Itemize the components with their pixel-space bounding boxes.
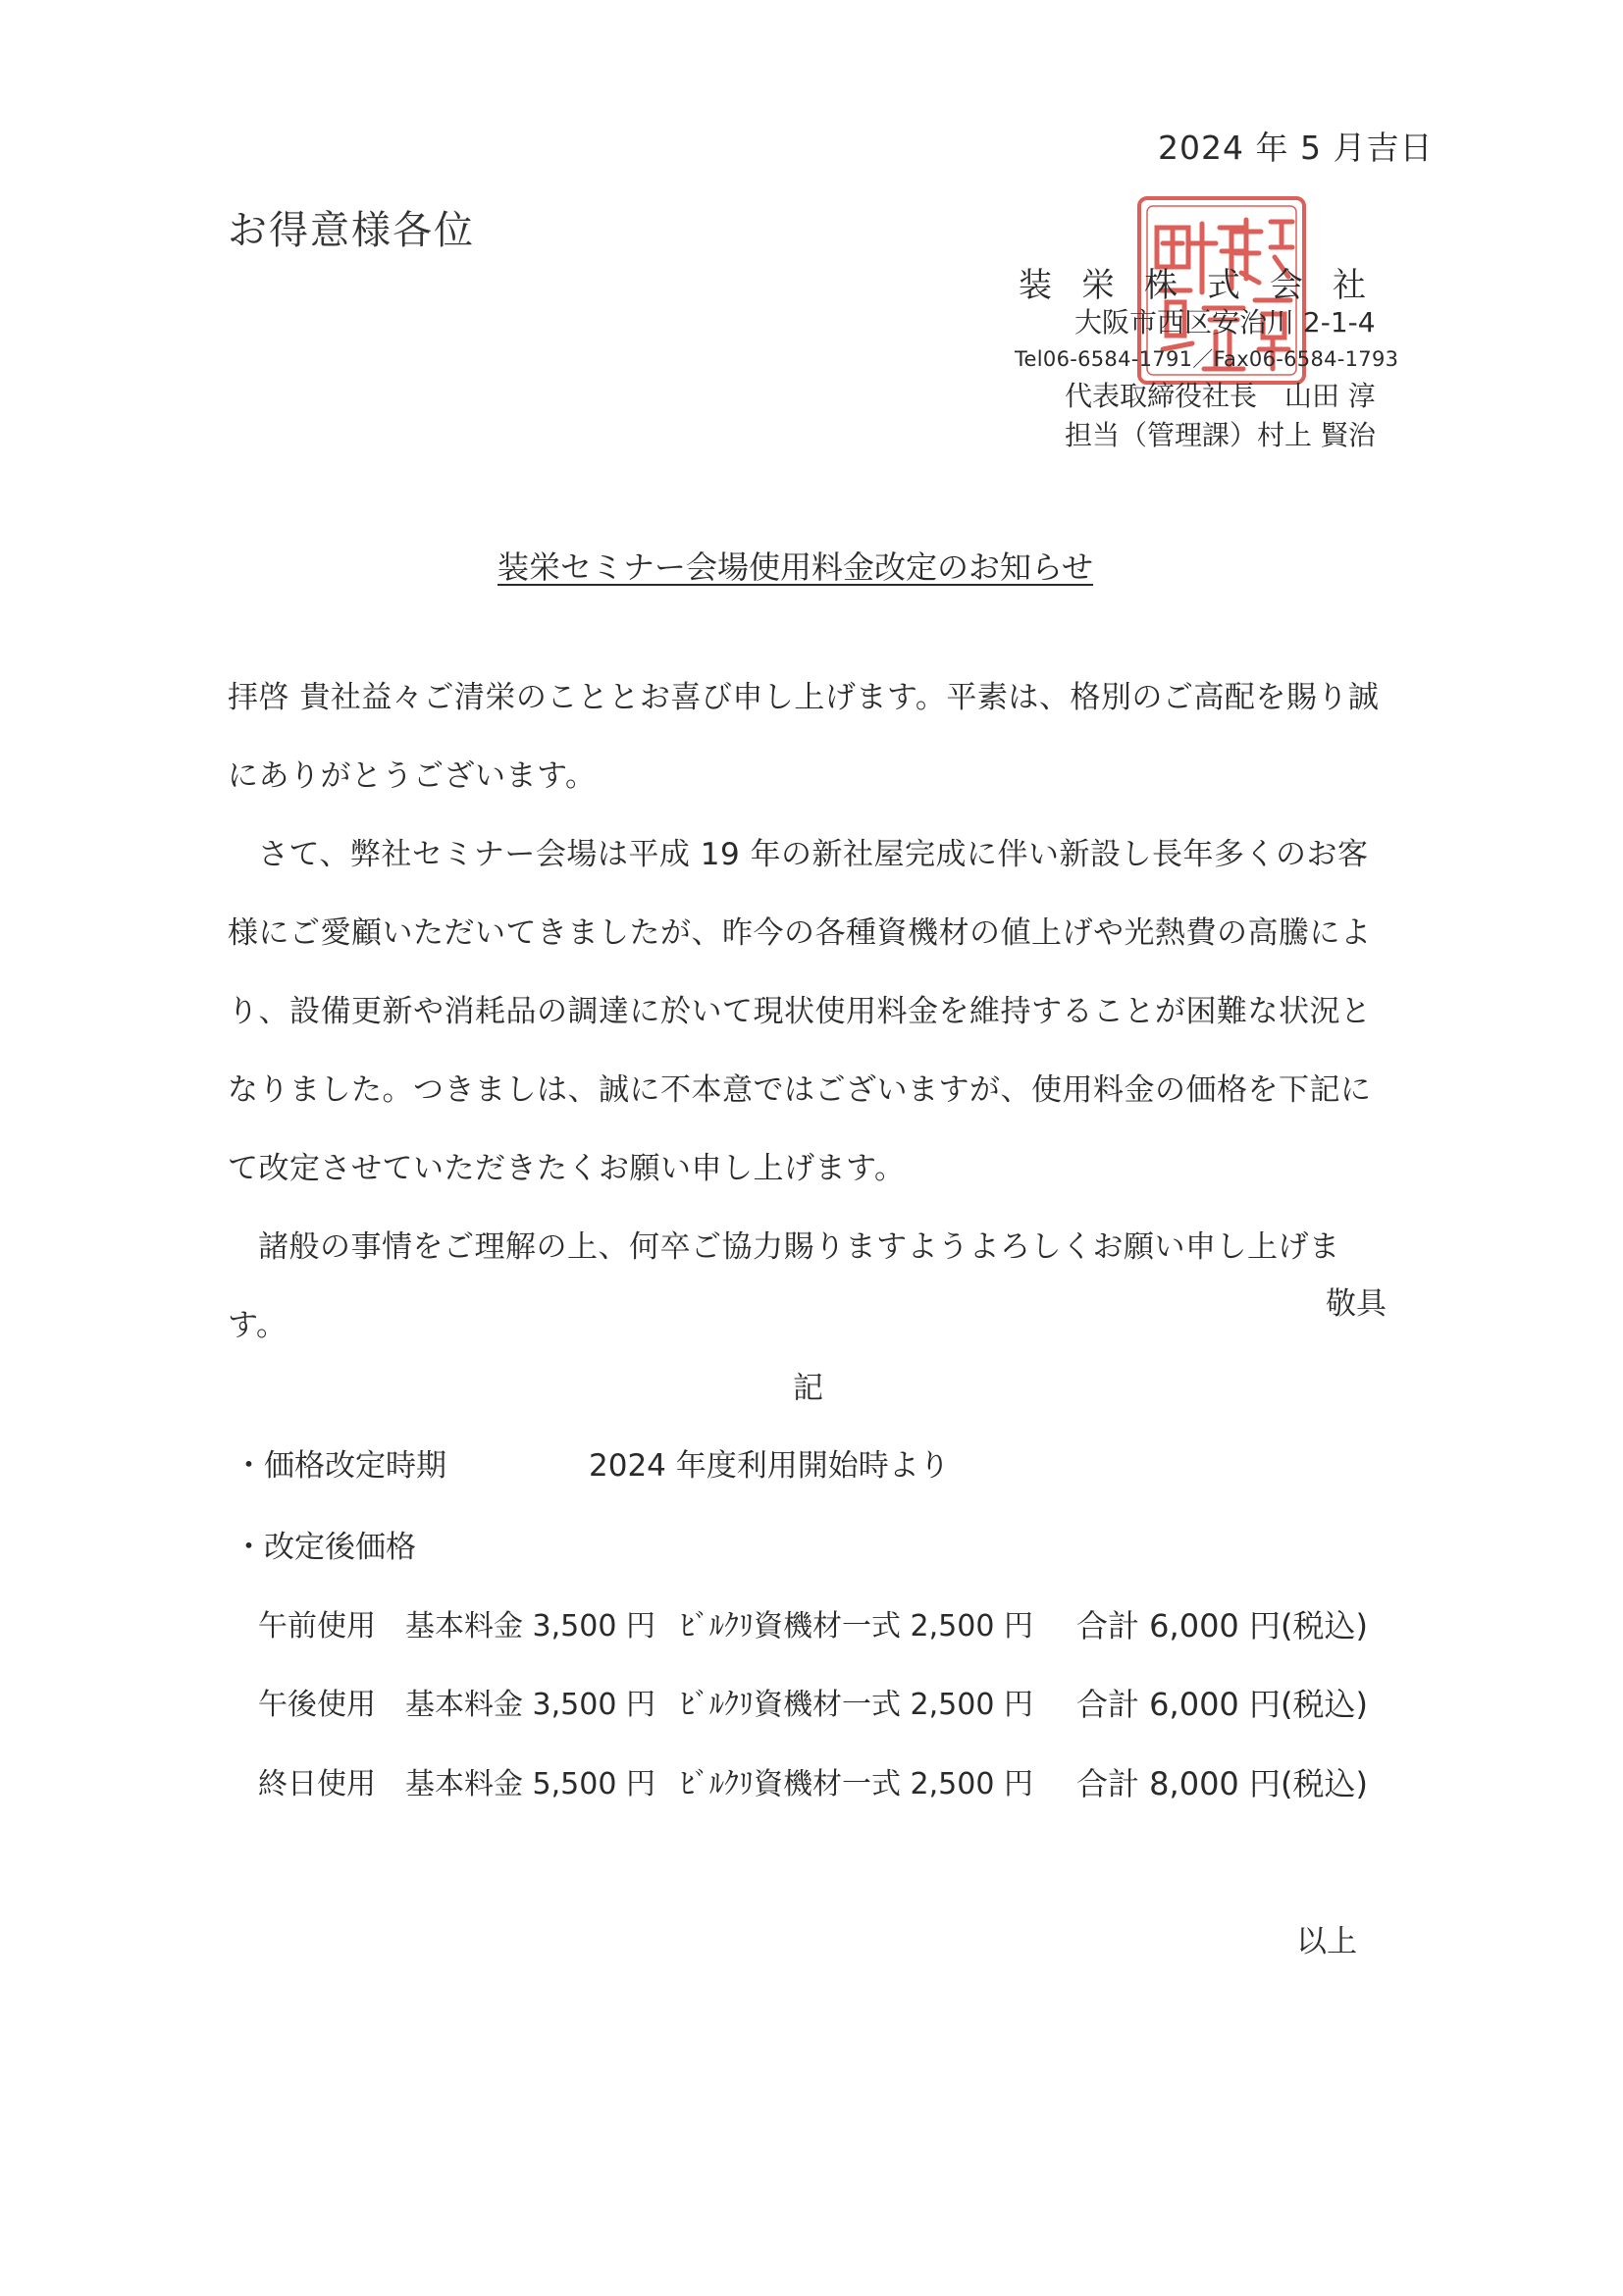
price-row-material: ﾋﾞﾙｸﾘ資機材一式 2,500 円: [680, 1767, 1033, 1801]
revision-period-label: ・価格改定時期: [234, 1448, 446, 1484]
price-row-name: 終日使用: [258, 1767, 376, 1801]
price-row-material: ﾋﾞﾙｸﾘ資機材一式 2,500 円: [680, 1609, 1033, 1644]
recipient: お得意様各位: [228, 208, 475, 253]
price-row-name: 午前使用: [258, 1609, 376, 1644]
price-row-material: ﾋﾞﾙｸﾘ資機材一式 2,500 円: [680, 1688, 1033, 1722]
company-ceo: 代表取締役社長 山田 淳: [1065, 380, 1376, 412]
price-row-total: 合計 6,000 円(税込): [1076, 1686, 1368, 1723]
company-address: 大阪市西区安治川 2-1-4: [1074, 306, 1376, 339]
company-contact: 担当（管理課）村上 賢治: [1065, 419, 1376, 451]
price-row-name: 午後使用: [258, 1688, 376, 1722]
notice-heading-ki: 記: [793, 1371, 823, 1406]
price-row-total: 合計 6,000 円(税込): [1076, 1607, 1368, 1644]
price-row-total: 合計 8,000 円(税込): [1076, 1765, 1368, 1802]
price-row-base: 基本料金 5,500 円: [405, 1767, 655, 1801]
company-name: 装栄株式会社: [1019, 266, 1395, 305]
closing-ijou: 以上: [1296, 1924, 1357, 1959]
body-paragraph-main: さて、弊社セミナー会場は平成 19 年の新社屋完成に伴い新設し長年多くのお客様にご愛顧いただいてきましたが、昨今の各種資機材の値上げや光熱費の高騰により、設備更新や消耗品の調達に於いて現状使用料金を維持することが困難な状況となりました。つきましは、誠に不本意ではございますが、使用料金の価格を下記にて改定させていただきたくお願い申し上げます。: [228, 837, 1372, 1186]
price-row-base: 基本料金 3,500 円: [405, 1609, 655, 1644]
price-row-morning: [258, 1601, 1396, 1644]
price-row-full-day: [258, 1759, 1396, 1802]
body-paragraph-greeting: 拝啓 貴社益々ご清栄のこととお喜び申し上げます。平素は、格別のご高配を賜り誠にありがとうございます。: [228, 680, 1380, 794]
document-title: 装栄セミナー会場使用料金改定のお知らせ: [497, 548, 1094, 586]
revision-period-value: 2024 年度利用開始時より: [589, 1448, 950, 1484]
issue-date: 2024 年 5 月吉日: [1158, 129, 1434, 167]
price-row-base: 基本料金 3,500 円: [405, 1688, 655, 1722]
closing-keigu: 敬具: [1326, 1286, 1387, 1322]
company-tel-fax: Tel06-6584-1791／Fax06-6584-1793: [1015, 347, 1399, 371]
body-paragraph-request: 諸般の事情をご理解の上、何卒ご協力賜りますようよろしくお願い申し上げます。: [228, 1229, 1340, 1343]
price-row-afternoon: [258, 1680, 1396, 1723]
revised-price-label: ・改定後価格: [234, 1530, 416, 1565]
letter-body: [228, 658, 1395, 1365]
